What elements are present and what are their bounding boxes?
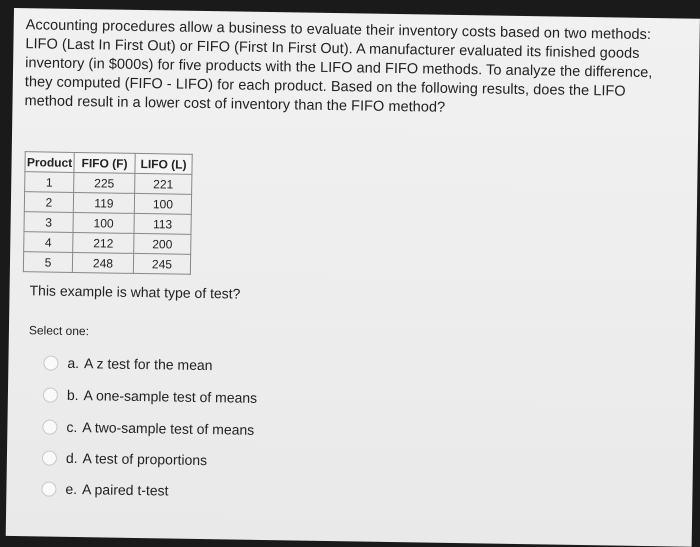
option-letter: b. <box>66 386 79 404</box>
cell-fifo: 248 <box>72 252 133 273</box>
question-card <box>6 8 700 547</box>
radio-button[interactable] <box>41 481 56 496</box>
question-text: Accounting procedures allow a business to evaluate their inventory costs based on two methods: LIFO (Last In First Out) or FIFO (First In First Out). A manufacturer evaluated its finished goods inventory (in $000s) for five products with the LIFO and FIFO methods. To analyze the difference, they computed (FIFO - LIFO) for each product. Based on the following results, does the LIFO method result in a lower cost of inventory than the FIFO method? <box>24 17 653 116</box>
option-letter: e. <box>65 480 78 498</box>
table-row <box>23 252 190 275</box>
cell-lifo: 113 <box>134 213 191 234</box>
table-header-row <box>25 152 192 175</box>
table-row <box>24 212 191 235</box>
cell-product: 2 <box>24 192 73 213</box>
select-label: Select one: <box>28 323 90 339</box>
cell-lifo: 221 <box>135 173 192 194</box>
option-letter: d. <box>65 449 78 467</box>
option-label: A test of proportions <box>82 450 208 469</box>
option-d[interactable] <box>42 446 208 471</box>
option-label: A z test for the mean <box>83 355 213 374</box>
cell-fifo: 212 <box>73 232 134 253</box>
radio-button[interactable] <box>42 450 57 465</box>
header-lifo: LIFO (L) <box>135 153 192 174</box>
cell-lifo: 100 <box>134 193 191 214</box>
table-row <box>24 232 191 255</box>
table-row <box>24 192 191 215</box>
cell-product: 3 <box>24 212 73 233</box>
cell-fifo: 225 <box>74 172 135 193</box>
inventory-table <box>23 151 193 275</box>
cell-product: 4 <box>24 232 73 253</box>
cell-product: 1 <box>25 172 74 193</box>
followup-question: This example is what type of test? <box>29 282 241 302</box>
option-label: A one-sample test of means <box>83 387 258 406</box>
cell-lifo: 245 <box>133 253 190 274</box>
option-e[interactable] <box>41 477 168 501</box>
option-b[interactable] <box>43 384 258 409</box>
option-label: A paired t-test <box>82 481 169 499</box>
option-letter: a. <box>67 354 80 372</box>
header-product: Product <box>25 152 74 173</box>
option-label: A two-sample test of means <box>82 419 255 438</box>
option-a[interactable] <box>43 352 212 377</box>
table-row <box>25 172 192 195</box>
header-fifo: FIFO (F) <box>74 152 135 173</box>
radio-button[interactable] <box>43 355 58 370</box>
cell-fifo: 100 <box>73 212 134 233</box>
cell-fifo: 119 <box>73 192 134 213</box>
option-letter: c. <box>66 418 78 436</box>
cell-lifo: 200 <box>134 233 191 254</box>
option-c[interactable] <box>42 415 254 440</box>
radio-button[interactable] <box>42 419 57 434</box>
radio-button[interactable] <box>43 387 58 402</box>
cell-product: 5 <box>23 252 72 273</box>
